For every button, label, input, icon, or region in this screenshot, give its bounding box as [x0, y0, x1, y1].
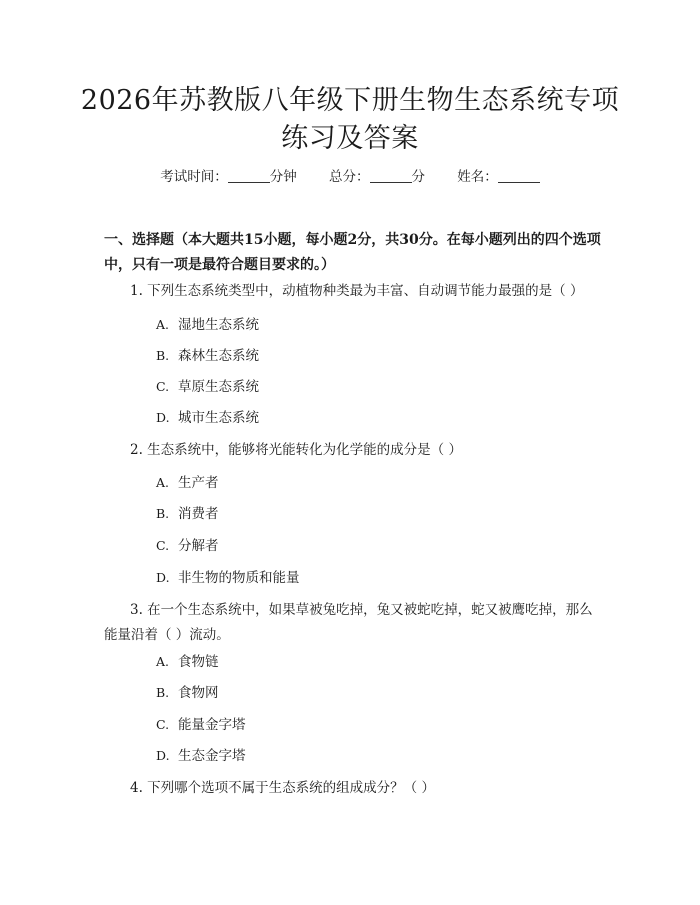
option-text: 生态金字塔: [178, 748, 246, 764]
exam-time-unit: 分钟: [269, 169, 297, 185]
student-name-label: 姓名：: [457, 169, 498, 185]
option-letter: A.: [156, 475, 170, 490]
title-line-2: 练习及答案: [281, 123, 419, 154]
question-2-option-b: [156, 503, 219, 525]
option-letter: D.: [156, 410, 170, 425]
question-2-option-c: [156, 535, 219, 557]
student-name-blank: [498, 168, 540, 183]
option-text: 草原生态系统: [178, 379, 259, 395]
question-1: 1. 下列生态系统类型中，动植物种类最为丰富、自动调节能力最强的是（ ）: [130, 283, 584, 299]
question-1-option-a: [156, 314, 259, 336]
question-4: 4. 下列哪个选项不属于生态系统的组成成分？（ ）: [130, 780, 435, 796]
total-score-unit: 分: [411, 169, 425, 185]
section-heading-choice: 一、选择题（本大题共15小题，每小题2分，共30分。在每小题列出的四个选项中，只有一项是最符合题目要求的。）: [104, 232, 601, 273]
question-1-option-c: [156, 376, 259, 398]
option-text: 森林生态系统: [178, 348, 259, 364]
question-3-option-d: [156, 745, 246, 767]
total-score-field: [329, 169, 429, 185]
option-text: 湿地生态系统: [178, 317, 259, 333]
option-text: 非生物的物质和能量: [178, 570, 300, 586]
question-3-option-a: [156, 651, 219, 673]
exam-time-label: 考试时间：: [160, 169, 228, 185]
student-name-field: [457, 169, 540, 185]
option-letter: C.: [156, 379, 170, 394]
option-text: 食物链: [178, 654, 219, 670]
total-score-blank: [370, 168, 412, 183]
option-text: 城市生态系统: [178, 410, 259, 426]
question-2-option-a: [156, 472, 219, 494]
question-2: 2. 生态系统中，能够将光能转化为化学能的成分是（ ）: [130, 442, 462, 458]
title-line-1: 2026年苏教版八年级下册生物生态系统专项: [80, 85, 620, 116]
option-letter: B.: [156, 685, 170, 700]
option-letter: D.: [156, 570, 170, 585]
question-3-option-b: [156, 682, 219, 704]
exam-time-field: [160, 169, 301, 185]
question-3: 3. 在一个生态系统中，如果草被兔吃掉，兔又被蛇吃掉，蛇又被鹰吃掉，那么能量沿着（ ）流动。: [104, 602, 593, 643]
question-2-option-d: [156, 567, 300, 589]
question-1-option-b: [156, 345, 259, 367]
option-letter: B.: [156, 506, 170, 521]
option-letter: D.: [156, 748, 170, 763]
option-text: 分解者: [178, 538, 219, 554]
exam-time-blank: [228, 168, 270, 183]
option-letter: A.: [156, 654, 170, 669]
option-letter: B.: [156, 348, 170, 363]
option-letter: C.: [156, 538, 170, 553]
question-3-option-c: [156, 714, 246, 736]
option-text: 消费者: [178, 506, 219, 522]
option-text: 食物网: [178, 685, 219, 701]
document-title: [60, 82, 640, 158]
total-score-label: 总分：: [329, 169, 370, 185]
option-letter: C.: [156, 717, 170, 732]
option-text: 生产者: [178, 475, 219, 491]
option-text: 能量金字塔: [178, 717, 246, 733]
option-letter: A.: [156, 317, 170, 332]
exam-info-line: [0, 166, 700, 188]
question-1-option-d: [156, 407, 259, 429]
